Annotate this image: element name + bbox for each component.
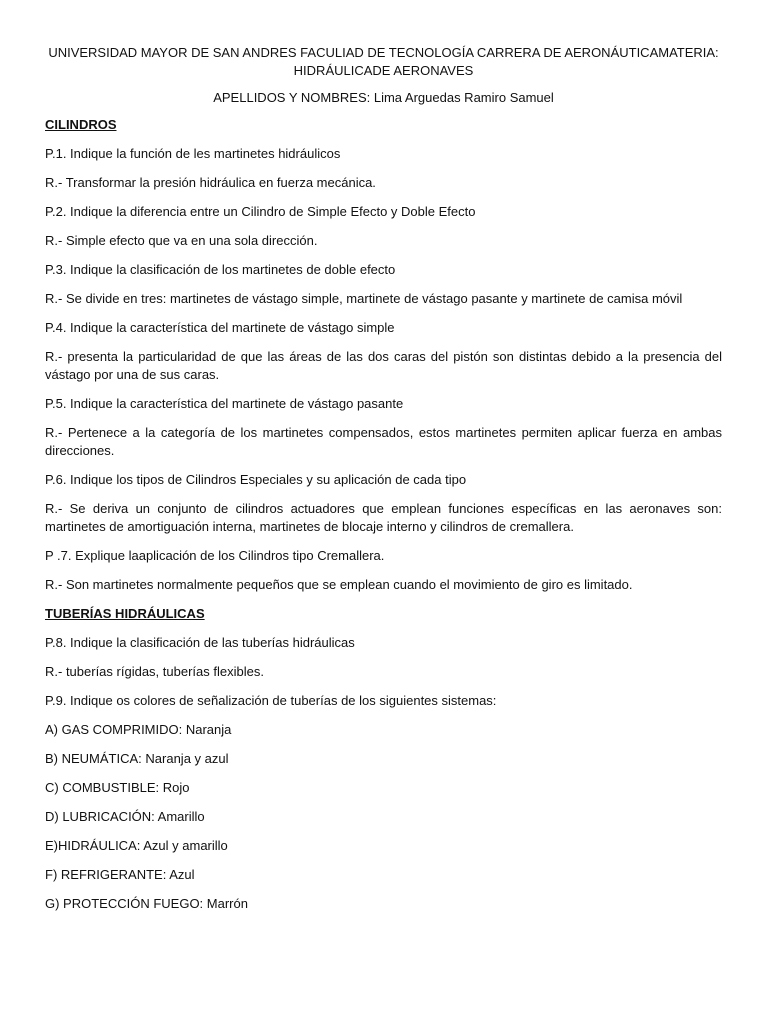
- answer-p8: R.- tuberías rígidas, tuberías flexibles.: [45, 664, 264, 679]
- section-title-cilindros: CILINDROS: [45, 117, 117, 132]
- answer-p3: R.- Se divide en tres: martinetes de vástago simple, martinete de vástago pasante y martinete de camisa móvil: [45, 291, 683, 306]
- color-item-e: E)HIDRÁULICA: Azul y amarillo: [45, 838, 228, 853]
- answer-p5: R.- Pertenece a la categoría de los martinetes compensados, estos martinetes permiten aplicar fuerza en ambas direcciones.: [45, 425, 722, 458]
- section-title-tuberias: TUBERÍAS HIDRÁULICAS: [45, 606, 205, 621]
- document-header: UNIVERSIDAD MAYOR DE SAN ANDRES FACULIAD DE TECNOLOGÍA CARRERA DE AERONÁUTICAMATERIA: HIDRÁULICADE AERONAVES: [48, 45, 719, 78]
- question-p3: P.3. Indique la clasificación de los martinetes de doble efecto: [45, 262, 396, 277]
- answer-p2: R.- Simple efecto que va en una sola dirección.: [45, 233, 318, 248]
- question-p7: P .7. Explique laaplicación de los Cilindros tipo Cremallera.: [45, 548, 385, 563]
- color-item-f: F) REFRIGERANTE: Azul: [45, 867, 195, 882]
- question-p8: P.8. Indique la clasificación de las tuberías hidráulicas: [45, 635, 355, 650]
- color-item-b: B) NEUMÁTICA: Naranja y azul: [45, 751, 229, 766]
- color-item-a: A) GAS COMPRIMIDO: Naranja: [45, 722, 232, 737]
- answer-p1: R.- Transformar la presión hidráulica en fuerza mecánica.: [45, 175, 376, 190]
- question-p4: P.4. Indique la característica del martinete de vástago simple: [45, 320, 395, 335]
- document-page: [45, 44, 722, 924]
- question-p5: P.5. Indique la característica del martinete de vástago pasante: [45, 396, 404, 411]
- author-line: APELLIDOS Y NOMBRES: Lima Arguedas Ramiro Samuel: [213, 90, 554, 105]
- answer-p7: R.- Son martinetes normalmente pequeños que se emplean cuando el movimiento de giro es limitado.: [45, 577, 633, 592]
- question-p1: P.1. Indique la función de les martinetes hidráulicos: [45, 146, 341, 161]
- question-p9: P.9. Indique os colores de señalización de tuberías de los siguientes sistemas:: [45, 693, 497, 708]
- question-p6: P.6. Indique los tipos de Cilindros Especiales y su aplicación de cada tipo: [45, 472, 467, 487]
- question-p2: P.2. Indique la diferencia entre un Cilindro de Simple Efecto y Doble Efecto: [45, 204, 476, 219]
- color-item-d: D) LUBRICACIÓN: Amarillo: [45, 809, 205, 824]
- answer-p6: R.- Se deriva un conjunto de cilindros actuadores que emplean funciones específicas en las aeronaves son: martinetes de amortiguación interna, martinetes de blocaje interno y cilindros de cremallera.: [45, 501, 722, 534]
- answer-p4: R.- presenta la particularidad de que las áreas de las dos caras del pistón son distintas debido a la presencia del vástago por una de sus caras.: [45, 349, 722, 382]
- color-item-g: G) PROTECCIÓN FUEGO: Marrón: [45, 896, 248, 911]
- color-item-c: C) COMBUSTIBLE: Rojo: [45, 780, 190, 795]
